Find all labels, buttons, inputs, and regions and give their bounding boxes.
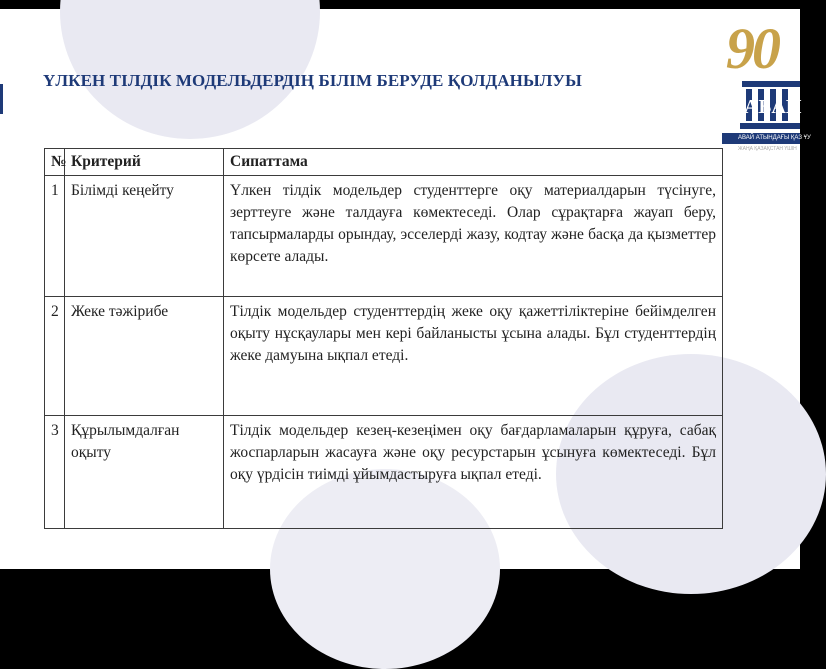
slide <box>0 9 811 569</box>
table-row <box>45 416 723 529</box>
header-number: № <box>45 149 65 176</box>
building-emblem-icon <box>736 77 800 132</box>
row-description: Тілдік модельдер кезең-кезеңімен оқу бағдарламаларын құруға, сабақ жоспарларын жасауға және оқу ресурстарын ұсынуға көмектеседі. Бұл оқу үрдісін тиімді ұйымдастыруға ықпал етеді. <box>224 416 723 529</box>
row-description: Үлкен тілдік модельдер студенттерге оқу материалдарын түсінуге, зерттеуге және талдауға көмектеседі. Олар сұрақтарға жауап беру, тапсырмаларды орындау, эсселерді жазу, кодтау және басқа да қызметтер көрсете алады. <box>224 176 723 297</box>
row-description: Тілдік модельдер студенттердің жеке оқу қажеттіліктеріне бейімделген оқыту нұсқаулары мен кері байланысты ұсына алады. Бұл студенттердің жеке дамуына ықпал етеді. <box>224 297 723 416</box>
header-criterion: Критерий <box>65 149 224 176</box>
table-row <box>45 176 723 297</box>
row-criterion: Құрылымдалған оқыту <box>65 416 224 529</box>
logo-emblem-text: АВАЙ АТЫНДАҒЫ ҚАЗ ҰУ <box>722 133 800 144</box>
anniversary-number: 90 <box>726 16 778 81</box>
table-header-row <box>45 149 723 176</box>
row-number: 3 <box>45 416 65 529</box>
left-accent-bar <box>0 84 3 114</box>
row-criterion: Білімді кеңейту <box>65 176 224 297</box>
logo-tagline: ЖАҢА ҚАЗАҚСТАН ҮШІН <box>738 146 797 152</box>
criteria-table <box>44 148 723 529</box>
decorative-circle-top <box>60 0 320 139</box>
row-criterion: Жеке тәжірибе <box>65 297 224 416</box>
slide-title: ҮЛКЕН ТІЛДІК МОДЕЛЬДЕРДІҢ БІЛІМ БЕРУДЕ ҚОЛДАНЫЛУЫ <box>43 71 582 90</box>
table-row <box>45 297 723 416</box>
row-number: 2 <box>45 297 65 416</box>
building-label: АБАЙ <box>744 96 802 118</box>
header-description: Сипаттама <box>224 149 723 176</box>
row-number: 1 <box>45 176 65 297</box>
university-logo <box>722 15 811 175</box>
